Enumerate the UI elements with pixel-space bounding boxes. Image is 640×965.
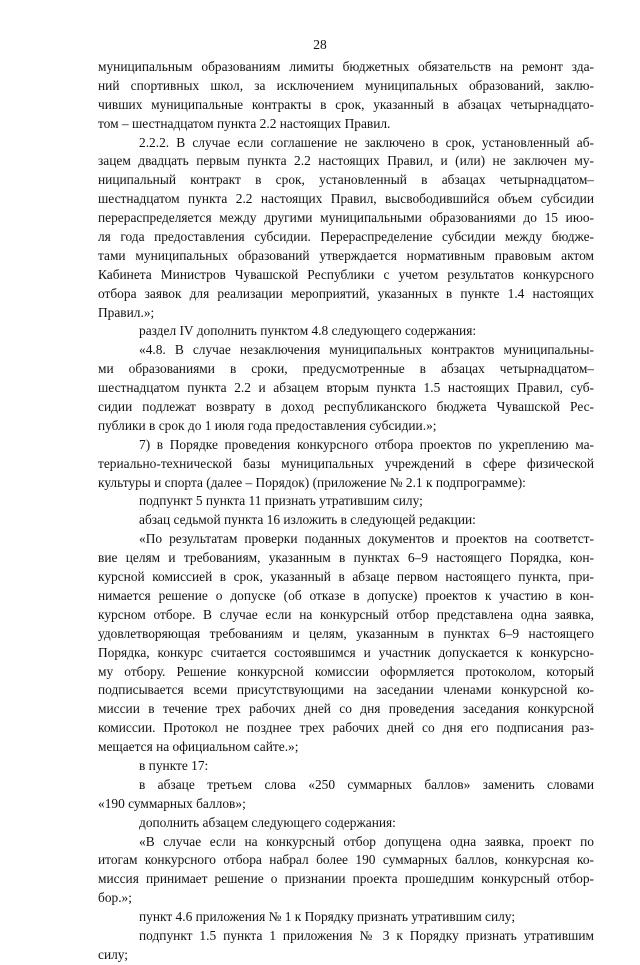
text-line: курсном отборе. В случае если на конкурсный отбор представлена одна заявка, — [98, 606, 594, 622]
text-line: силу; — [98, 946, 129, 962]
text-line: зацем двадцать первым пункта 2.2 настоящих Правил, и (или) не заключен му- — [98, 153, 594, 169]
text-line: перераспределяется между другими муниципальными образованиями до 15 июо- — [98, 210, 594, 226]
text-line: сидии подлежат возврату в доход республиканского бюджета Чувашской Рес- — [98, 399, 594, 415]
text-line: курсной комиссией в срок, указанный в абзаце первом настоящего пункта, при- — [98, 569, 594, 585]
text-line: подпункт 1.5 пункта 1 приложения № 3 к Порядку признать утратившим — [139, 927, 594, 943]
text-line: чивших муниципальные контракты в срок, указанный в абзацах четырнадцато- — [98, 96, 594, 112]
text-line: 2.2.2. В случае если соглашение не заключено в срок, установленный аб- — [139, 134, 594, 150]
text-line: «190 суммарных баллов»; — [98, 795, 246, 811]
text-line: раздел IV дополнить пунктом 4.8 следующего содержания: — [139, 323, 477, 339]
text-line: мещается на официальном сайте.»; — [98, 739, 299, 755]
text-line: абзац седьмой пункта 16 изложить в следующей редакции: — [139, 512, 476, 528]
text-line: териально-технической базы муниципальных учреждений в сфере физической — [98, 455, 594, 471]
text-line: «По результатам проверки поданных документов и проектов на соответст- — [139, 531, 594, 547]
text-line: комиссии. Протокол не позднее трех рабочих дней со дня его подписания раз- — [98, 720, 594, 736]
text-line: нимается решение о допуске (об отказе в допуске) проектов к участию в кон- — [98, 587, 594, 603]
text-line: удовлетворяющая требованиям и целям, указанным в пунктах 6–9 настоящего — [98, 625, 594, 641]
text-line: «В случае если на конкурсный отбор допущена одна заявка, проект по — [139, 833, 594, 849]
text-line: том – шестнадцатом пункта 2.2 настоящих Правил. — [98, 115, 391, 131]
page-number: 28 — [313, 37, 327, 52]
text-line: дополнить абзацем следующего содержания: — [139, 814, 396, 830]
text-line: публики в срок до 1 июля года предоставления субсидии.»; — [98, 417, 437, 433]
text-line: тами муниципальных образований утверждается нормативным правовым актом — [98, 247, 594, 263]
text-line: ля года предоставления субсидии. Перераспределение субсидии между бюдже- — [98, 229, 594, 245]
document-body — [98, 58, 594, 965]
text-line: муниципальным образованиям лимиты бюджетных обязательств на ремонт зда- — [98, 59, 594, 74]
text-line: пункт 4.6 приложения № 1 к Порядку признать утратившим силу; — [139, 909, 516, 925]
text-line: шестнадцатом пункта 2.2 и абзацем вторым пункта 1.5 настоящих Правил, суб- — [98, 380, 594, 396]
text-line: миссии в течение трех рабочих дней со дня проведения заседания конкурсной — [98, 701, 594, 717]
text-line: Кабинета Министров Чувашской Республики с учетом результатов конкурсного — [98, 266, 594, 282]
text-line: итогам конкурсного отбора набрал более 190 суммарных баллов, конкурсная ко- — [98, 852, 594, 868]
text-line: культуры и спорта (далее – Порядок) (приложение № 2.1 к подпрограмме): — [98, 474, 526, 490]
text-line: му отбору. Решение конкурсной комиссии оформляется протоколом, который — [98, 663, 594, 679]
text-line: вие целям и требованиям, указанным в пунктах 6–9 настоящего Порядка, кон- — [98, 550, 594, 566]
text-line: Правил.»; — [98, 304, 155, 320]
text-line: в абзаце третьем слова «250 суммарных баллов» заменить словами — [139, 776, 594, 792]
text-line: 7) в Порядке проведения конкурсного отбора проектов по укреплению ма- — [139, 436, 594, 452]
text-line: «4.8. В случае незаключения муниципальных контрактов муниципальны- — [139, 342, 594, 358]
text-line: шестнадцатом пункта 2.2 настоящих Правил, высвободившийся объем субсидии — [98, 191, 594, 207]
text-line: ниципальный контракт в срок, установленный в абзацах четырнадцатом– — [98, 172, 594, 188]
text-line: миссия принимает решение о признании проекта прошедшим конкурсный отбор- — [98, 871, 594, 887]
text-line: ми образованиями в сроки, предусмотренные в абзацах четырнадцатом– — [98, 361, 594, 377]
text-line: отбора заявок для реализации мероприятий, указанных в пункте 1.4 настоящих — [98, 285, 594, 301]
text-line: Порядка, конкурс считается состоявшимся и участник допускается к конкурсно- — [98, 644, 594, 660]
text-line: бор.»; — [98, 890, 132, 906]
text-line: подписывается всеми присутствующими на заседании членами конкурсной ко- — [98, 682, 594, 698]
text-line: ний спортивных школ, за исключением муниципальных образований, заклю- — [98, 77, 594, 93]
text-line: в пункте 17: — [139, 757, 209, 773]
text-line: подпункт 5 пункта 11 признать утратившим силу; — [139, 493, 423, 509]
